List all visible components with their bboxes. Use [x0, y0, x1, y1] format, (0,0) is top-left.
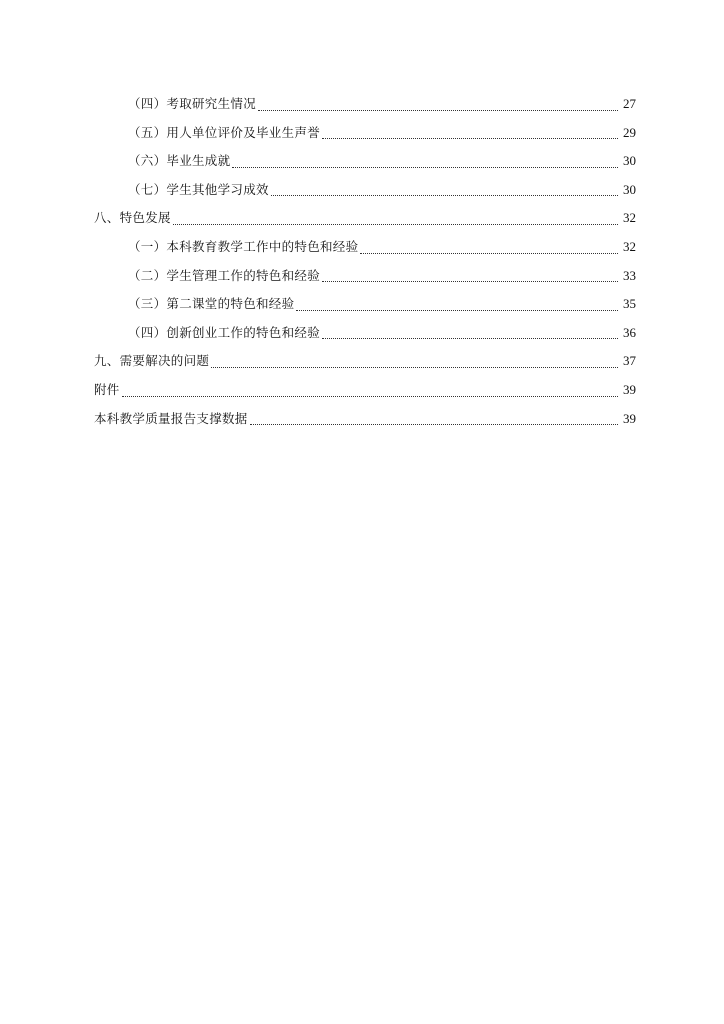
toc-entry-title: （七）学生其他学习成效 — [128, 181, 269, 197]
toc-entry-title: （二）学生管理工作的特色和经验 — [128, 267, 321, 283]
toc-page-number: 30 — [623, 153, 636, 169]
toc-page-number: 27 — [623, 96, 636, 111]
toc-entry[interactable] — [94, 119, 636, 148]
toc-dot-leader — [258, 109, 618, 111]
toc-entry[interactable] — [94, 376, 636, 405]
toc-entry-title: （五）用人单位评价及毕业生声誉 — [128, 124, 321, 140]
toc-entry[interactable] — [94, 290, 636, 319]
toc-page-number: 33 — [623, 267, 636, 283]
toc-dot-leader — [211, 366, 618, 368]
toc-entry-title: 本科教学质量报告支撑数据 — [94, 410, 248, 426]
toc-entry[interactable] — [94, 147, 636, 176]
toc-page-number: 39 — [623, 410, 636, 426]
toc-page-number: 29 — [623, 124, 636, 140]
toc-page-number: 32 — [623, 210, 636, 226]
toc-page-number: 32 — [623, 238, 636, 254]
toc-entry-title: （六）毕业生成就 — [128, 153, 231, 169]
toc-entry[interactable] — [94, 405, 636, 434]
toc-dot-leader — [250, 423, 618, 425]
toc-entry[interactable] — [94, 319, 636, 348]
toc-entry-title: （四）考取研究生情况 — [128, 96, 257, 111]
toc-page-number: 30 — [623, 181, 636, 197]
toc-entry-title: 八、特色发展 — [94, 210, 171, 226]
toc-dot-leader — [122, 395, 618, 397]
toc-entry-title: 九、需要解决的问题 — [94, 353, 210, 369]
table-of-contents — [94, 90, 636, 433]
toc-dot-leader — [232, 166, 618, 168]
toc-dot-leader — [271, 194, 618, 196]
toc-entry[interactable] — [94, 262, 636, 291]
toc-page-number: 36 — [623, 324, 636, 340]
toc-dot-leader — [296, 309, 618, 311]
toc-dot-leader — [322, 137, 618, 139]
toc-page-number: 39 — [623, 381, 636, 397]
toc-dot-leader — [360, 252, 618, 254]
toc-dot-leader — [173, 223, 618, 225]
toc-dot-leader — [322, 280, 618, 282]
toc-entry-title: 附件 — [94, 381, 120, 397]
toc-entry[interactable] — [94, 176, 636, 205]
toc-entry[interactable] — [94, 233, 636, 262]
toc-page-number: 37 — [623, 353, 636, 369]
toc-entry-title: （一）本科教育教学工作中的特色和经验 — [128, 238, 359, 254]
toc-page-number: 35 — [623, 296, 636, 312]
toc-entry[interactable] — [94, 90, 636, 119]
toc-entry-title: （四）创新创业工作的特色和经验 — [128, 324, 321, 340]
toc-entry-title: （三）第二课堂的特色和经验 — [128, 296, 295, 312]
toc-entry[interactable] — [94, 204, 636, 233]
toc-dot-leader — [322, 337, 618, 339]
toc-entry[interactable] — [94, 347, 636, 376]
